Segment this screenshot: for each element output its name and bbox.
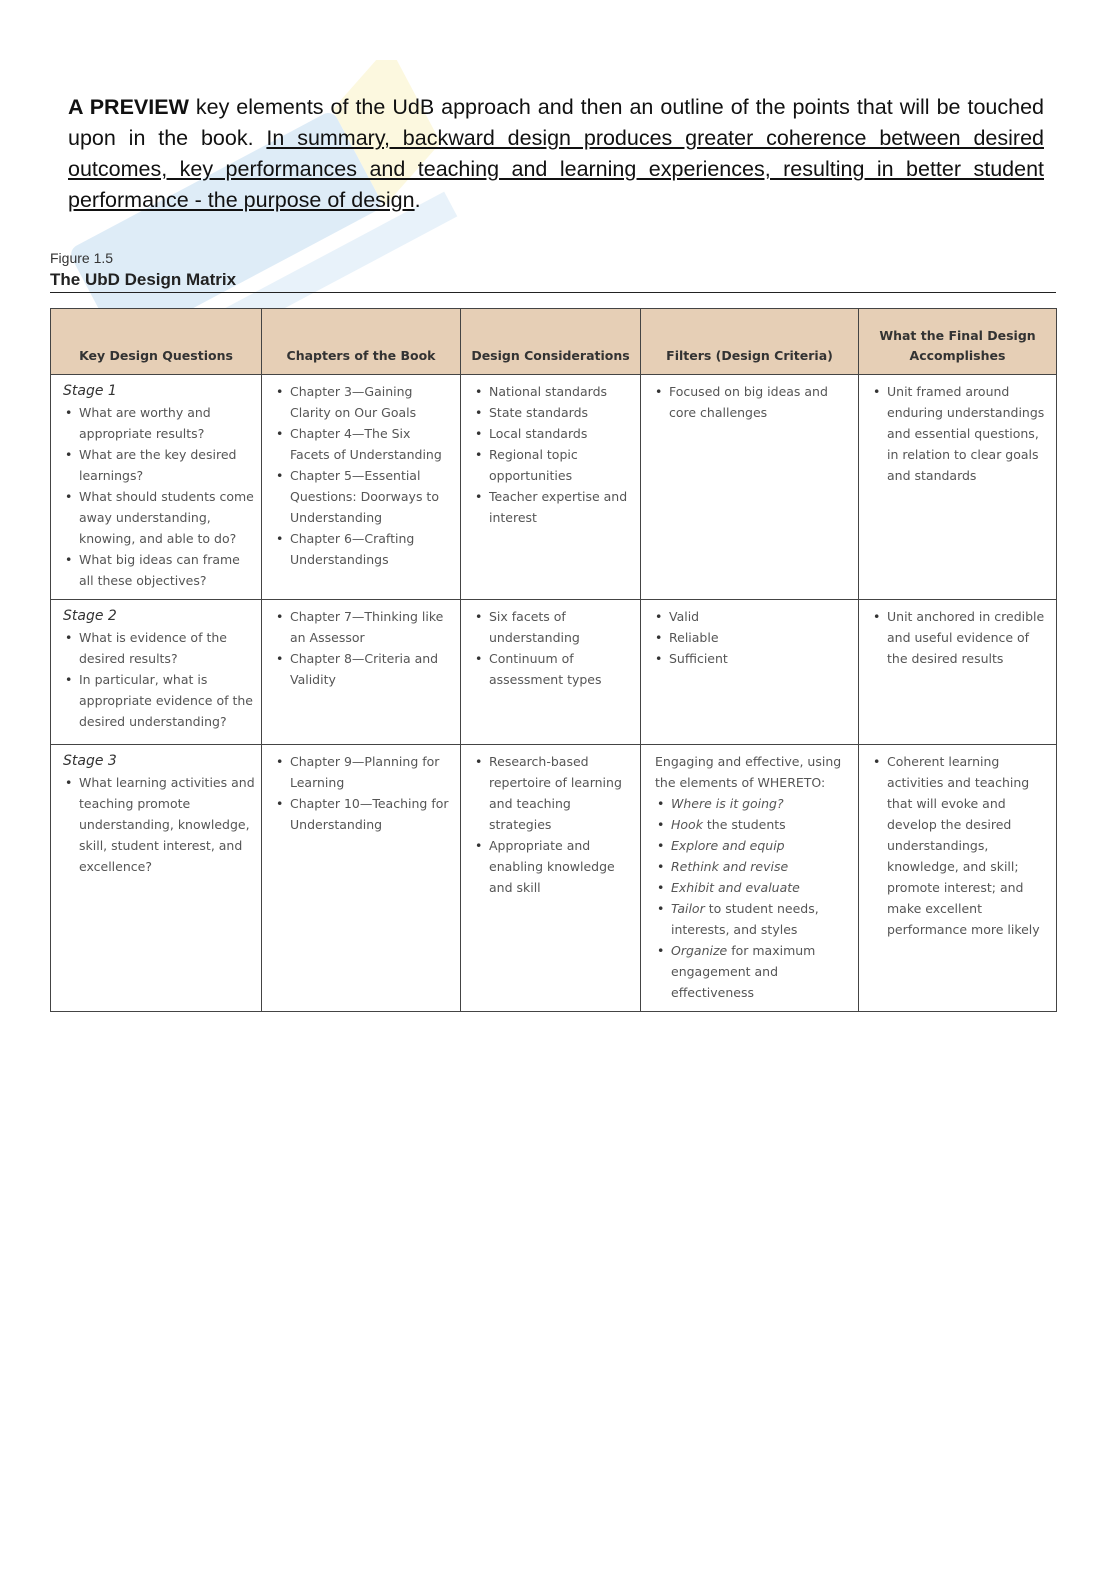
list-item — [655, 940, 852, 1003]
list-item: • Chapter 8—Criteria and Validity — [274, 648, 454, 690]
list-item: • Chapter 7—Thinking like an Assessor — [274, 606, 454, 648]
list-item — [655, 835, 852, 856]
cell-questions — [51, 600, 262, 745]
whereto-desc: the students — [702, 817, 786, 832]
list-item: • Chapter 5—Essential Questions: Doorways to Understanding — [274, 465, 454, 528]
list-item: • Chapter 3—Gaining Clarity on Our Goals — [274, 381, 454, 423]
list-item: • Coherent learning activities and teaching that will evoke and develop the desired understandings, knowledge, and skill; promote interest; and make excellent performance more likely — [871, 751, 1050, 940]
whereto-term: Explore and equip — [671, 838, 785, 853]
intro-paragraph — [68, 92, 1044, 216]
cell-considerations — [461, 600, 641, 745]
figure-title: The UbD Design Matrix — [50, 270, 237, 289]
header-filters: Filters (Design Criteria) — [641, 309, 859, 375]
cell-accomplishes — [859, 375, 1057, 600]
table-row-stage-3 — [51, 745, 1057, 1012]
header-key-design-questions: Key Design Questions — [51, 309, 262, 375]
whereto-term: Exhibit and evaluate — [671, 880, 800, 895]
list-item: • Reliable — [653, 627, 852, 648]
cell-considerations — [461, 745, 641, 1012]
list-item — [655, 877, 852, 898]
list-item: • What learning activities and teaching promote understanding, knowledge, skill, student interest, and excellence? — [63, 772, 255, 877]
stage-label: Stage 1 — [63, 383, 117, 399]
list-item: • Sufficient — [653, 648, 852, 669]
list-item: • Continuum of assessment types — [473, 648, 634, 690]
list-item: • Chapter 9—Planning for Learning — [274, 751, 454, 793]
intro-text: key elements of the UdB approach and then an outline of the points that will be touched upon in the book. — [68, 95, 1044, 150]
cell-filters — [641, 375, 859, 600]
cell-filters — [641, 600, 859, 745]
table-row-stage-2 — [51, 600, 1057, 745]
list-item: • Unit framed around enduring understandings and essential questions, in relation to clear goals and standards — [871, 381, 1050, 486]
whereto-term: Tailor — [671, 901, 705, 916]
filters-intro: Engaging and effective, using the elements of WHERETO: — [655, 754, 842, 790]
list-item: • Appropriate and enabling knowledge and skill — [473, 835, 634, 898]
list-item: • What big ideas can frame all these objectives? — [63, 549, 255, 591]
list-item: • Focused on big ideas and core challenges — [653, 381, 852, 423]
list-item — [655, 856, 852, 877]
cell-chapters — [262, 745, 461, 1012]
list-item: • National standards — [473, 381, 634, 402]
figure-divider — [50, 292, 1056, 293]
list-item: • Regional topic opportunities — [473, 444, 634, 486]
header-design-considerations: Design Considerations — [461, 309, 641, 375]
list-item: • What are worthy and appropriate results? — [63, 402, 255, 444]
list-item: • Teacher expertise and interest — [473, 486, 634, 528]
list-item: • What should students come away understanding, knowing, and able to do? — [63, 486, 255, 549]
cell-filters — [641, 745, 859, 1012]
list-item: • In particular, what is appropriate evidence of the desired understanding? — [63, 669, 255, 732]
list-item: • Valid — [653, 606, 852, 627]
header-chapters-of-the-book: Chapters of the Book — [262, 309, 461, 375]
list-item: • Unit anchored in credible and useful evidence of the desired results — [871, 606, 1050, 669]
cell-accomplishes — [859, 600, 1057, 745]
list-item: • Research-based repertoire of learning and teaching strategies — [473, 751, 634, 835]
list-item: • Chapter 10—Teaching for Understanding — [274, 793, 454, 835]
list-item — [655, 793, 852, 814]
cell-accomplishes — [859, 745, 1057, 1012]
list-item: • Chapter 6—Crafting Understandings — [274, 528, 454, 570]
list-item — [655, 898, 852, 940]
list-item: • What are the key desired learnings? — [63, 444, 255, 486]
cell-chapters — [262, 375, 461, 600]
stage-label: Stage 2 — [63, 608, 117, 624]
cell-chapters — [262, 600, 461, 745]
cell-questions — [51, 745, 262, 1012]
cell-considerations — [461, 375, 641, 600]
whereto-term: Hook — [671, 817, 703, 832]
whereto-desc: for maximum engagement and effectiveness — [671, 943, 816, 1000]
whereto-term: Where is it going? — [671, 796, 784, 811]
list-item — [655, 814, 852, 835]
list-item: • What is evidence of the desired results? — [63, 627, 255, 669]
figure-label: Figure 1.5 — [50, 250, 114, 266]
table-header-row — [51, 309, 1057, 375]
table-row-stage-1 — [51, 375, 1057, 600]
intro-end: . — [414, 188, 421, 212]
intro-lead: A PREVIEW — [68, 95, 189, 119]
whereto-term: Organize — [671, 943, 728, 958]
list-item: • Six facets of understanding — [473, 606, 634, 648]
header-final-design-accomplishes: What the Final Design Accomplishes — [859, 309, 1057, 375]
whereto-term: Rethink and revise — [671, 859, 789, 874]
intro-summary: In summary, backward design produces greater coherence between desired outcomes, key performances and teaching and learning experiences, resulting in better student performance - the purpose of design — [68, 126, 1044, 212]
design-matrix-table — [50, 308, 1057, 1012]
list-item: • Chapter 4—The Six Facets of Understanding — [274, 423, 454, 465]
cell-questions — [51, 375, 262, 600]
stage-label: Stage 3 — [63, 753, 117, 769]
whereto-desc: to student needs, interests, and styles — [671, 901, 819, 937]
list-item: • Local standards — [473, 423, 634, 444]
list-item: • State standards — [473, 402, 634, 423]
